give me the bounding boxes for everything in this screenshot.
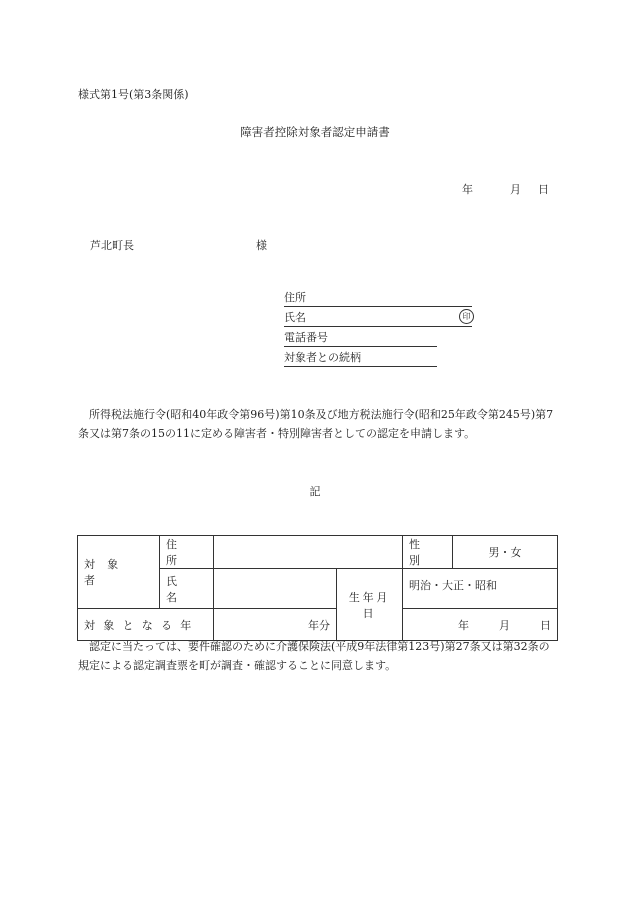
form-number: 様式第1号(第3条関係): [78, 88, 189, 101]
date-year: 年: [462, 183, 473, 196]
document-title: 障害者控除対象者認定申請書: [240, 125, 390, 139]
subject-name-label: 氏名: [166, 574, 190, 604]
applicant-phone-field[interactable]: [284, 330, 437, 347]
birthdate-label-cell: [337, 569, 403, 641]
table-row-target-year: [78, 609, 558, 641]
subject-name-input[interactable]: [214, 569, 337, 609]
seal-mark-icon: 印: [459, 309, 474, 324]
applicant-address-field[interactable]: [284, 290, 472, 307]
birthdate-input[interactable]: [403, 609, 558, 641]
consent-statement: 認定に当たっては、要件確認のために介護保険法(平成9年法律第123号)第27条又は第32条の規定による認定調査票を町が調査・確認することに同意します。: [78, 640, 550, 672]
sex-label-cell: [403, 536, 453, 569]
applicant-address-label: 住所: [284, 291, 306, 304]
table-row-address: [78, 536, 558, 569]
era-options-cell[interactable]: [403, 569, 558, 609]
subject-address-input[interactable]: [214, 536, 403, 569]
date-month: 月: [510, 183, 521, 196]
target-year-input[interactable]: [214, 609, 337, 641]
target-year-label: 対象となる年: [84, 618, 200, 632]
date-day: 日: [538, 183, 549, 196]
birth-day: 日: [540, 618, 551, 632]
application-statement: 所得税法施行令(昭和40年政令第96号)第10条及び地方税法施行令(昭和25年政令第245号)第7条又は第7条の15の11に定める障害者・特別障害者としての認定を申請します。: [78, 408, 554, 440]
applicant-name-label: 氏名: [284, 311, 306, 324]
birthdate-label: 生年月日: [348, 590, 391, 620]
year-suffix: 年分: [308, 618, 330, 632]
address-label-cell: [160, 536, 214, 569]
date-line: [462, 181, 549, 197]
era-options: 明治・大正・昭和: [409, 579, 497, 592]
subject-label: 対象者: [84, 558, 131, 587]
applicant-relation-field[interactable]: [284, 350, 437, 367]
ki-heading: 記: [309, 485, 321, 498]
sex-options-cell[interactable]: [453, 536, 558, 569]
addressee-name: 芦北町長: [90, 239, 134, 252]
name-label-cell: [160, 569, 214, 609]
addressee-honorific: 様: [256, 239, 267, 252]
subject-address-label: 住所: [166, 538, 190, 567]
target-year-label-cell: [78, 609, 214, 641]
applicant-name-field[interactable]: [284, 310, 472, 327]
subject-table: [77, 535, 558, 641]
applicant-relation-label: 対象者との続柄: [284, 351, 361, 364]
subject-label-cell: [78, 536, 160, 609]
birth-month: 月: [499, 618, 510, 632]
applicant-phone-label: 電話番号: [284, 331, 328, 344]
sex-options: 男・女: [488, 546, 522, 559]
sex-label: 性別: [409, 538, 433, 567]
birth-year: 年: [458, 618, 469, 632]
